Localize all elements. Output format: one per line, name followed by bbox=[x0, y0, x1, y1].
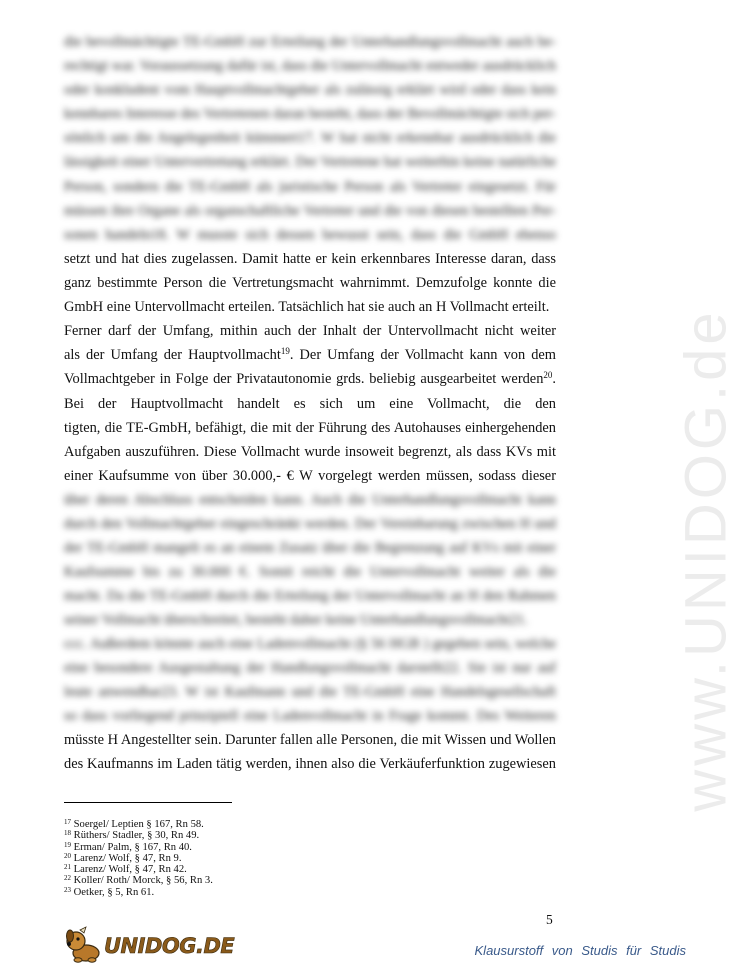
text-line: müssen ihre Organe als organschaftliche Vertreter und die von diesen bestellten Per- bbox=[64, 202, 556, 219]
text-line: rechtigt war. Voraussetzung dafür ist, dass die Untervollmacht entweder ausdrücklich bbox=[64, 58, 556, 75]
text-line: durch den Vollmachtgeber eingeschränkt werden. Der Vereinbarung zwischen H und bbox=[64, 516, 556, 533]
blurred-text-top bbox=[64, 30, 556, 247]
text-line: so dass vorliegend prinzipiell eine Ladenvollmacht in Frage kommt. Des Weiteren bbox=[64, 708, 556, 725]
text-line: tigten, die TE-GmbH, befähigt, die mit der Führung des Autohauses einhergehenden bbox=[64, 419, 556, 436]
dog-mascot-icon bbox=[64, 926, 104, 966]
body-text-end bbox=[64, 728, 556, 776]
text-fragment: Vollmachtgeber in Folge der Privatautonomie grds. beliebig ausgearbeitet werden bbox=[64, 371, 544, 388]
footnote-number: 21 bbox=[64, 863, 71, 872]
footnote-text: Soergel/ Leptien § 167, Rn 58. bbox=[73, 819, 204, 830]
text-line: der TE-GmbH mangelt es an einem Zusatz über die Begrenzung auf KVs mit einer bbox=[64, 540, 556, 557]
blurred-text-lower bbox=[64, 632, 556, 728]
body-text-main bbox=[64, 247, 556, 488]
footnotes bbox=[64, 819, 364, 898]
text-line: Person, sondern die TE-GmbH als juristische Person als Vertreter eingesetzt. Für bbox=[64, 178, 556, 195]
footnote-number: 20 bbox=[64, 851, 71, 860]
logo-text: UNIDOG.DE bbox=[104, 934, 235, 958]
text-line: Bei der Hauptvollmacht handelt es sich um eine Vollmacht, die den bbox=[64, 395, 556, 412]
footnote-ref: 19 bbox=[280, 346, 290, 357]
text-line: müsste H Angestellter sein. Darunter fallen alle Personen, die mit Wissen und Wollen bbox=[64, 732, 556, 748]
text-line: des Kaufmanns im Laden tätig werden, ihnen also die Verkäuferfunktion zugewiesen bbox=[64, 756, 556, 773]
text-line: GmbH eine Untervollmacht erteilen. Tatsächlich hat sie auch an H Vollmacht erteilt. bbox=[64, 299, 550, 316]
footnote-number: 19 bbox=[64, 840, 71, 849]
footnote-text: Rüthers/ Stadler, § 30, Rn 49. bbox=[73, 830, 200, 842]
text-line: setzt und hat dies zugelassen. Damit hatte er kein erkennbares Interesse daran, dass bbox=[64, 251, 556, 267]
text-line: eine besondere Ausgestaltung der Handlungsvollmacht darstellt22. Sie ist nur auf bbox=[64, 660, 556, 677]
tagline: Klausurstoff von Studis für Studis bbox=[474, 943, 686, 958]
footnote-number: 22 bbox=[64, 874, 71, 883]
text-line: die bevollmächtigte TE-GmbH zur Erteilung der Unterhandlungsvollmacht auch be- bbox=[64, 34, 556, 50]
text-fragment: . Der Umfang der Vollmacht kann von dem bbox=[289, 347, 556, 364]
text-line: Kaufsumme bis zu 30.000 €. Somit reicht die Untervollmacht weiter als die bbox=[64, 564, 556, 581]
footnote bbox=[64, 887, 364, 898]
text-line: seiner Vollmacht überschreitet, besteht daher keine Unterhandlungsvollmacht21. bbox=[64, 612, 528, 629]
text-line: lässigkeit einer Untervertretung erklärt. Der Vertretene hat weiterhin keine natürliche bbox=[64, 154, 556, 171]
text-line: leute anwendbar23. W ist Kaufmann und die TE-GmbH eine Handelsgesellschaft bbox=[64, 684, 556, 701]
text-line: macht. Da die TE-GmbH durch die Erteilung der Untervollmacht an H den Rahmen bbox=[64, 588, 556, 605]
footnote-number: 23 bbox=[64, 885, 71, 894]
footnote-text: Erman/ Palm, § 167, Rn 40. bbox=[73, 841, 192, 853]
text-line-with-footnote bbox=[64, 367, 556, 391]
footnote bbox=[64, 875, 364, 886]
footnote bbox=[64, 830, 364, 841]
blurred-text-middle bbox=[64, 488, 556, 633]
footnote-number: 18 bbox=[64, 829, 71, 838]
footnote-number: 17 bbox=[64, 818, 71, 826]
footnote bbox=[64, 819, 364, 830]
text-line: ganz bestimmte Person die Vertretungsmacht wahrnimmt. Demzufolge konnte die bbox=[64, 275, 556, 292]
footnote-text: Koller/ Roth/ Morck, § 56, Rn 3. bbox=[73, 875, 213, 887]
text-line: sönlich um die Angelegenheit kümmert17. W hat nicht erkennbar ausdrücklich die bbox=[64, 130, 556, 147]
footnote-divider bbox=[64, 802, 232, 803]
text-line: kennbares Interesse des Vertretenen daran besteht, dass der Bevollmächtigte sich per- bbox=[64, 106, 556, 123]
footnote-text: Larenz/ Wolf, § 47, Rn 42. bbox=[73, 864, 187, 876]
footnote bbox=[64, 842, 364, 853]
text-fragment: . bbox=[552, 371, 556, 388]
footnote-text: Larenz/ Wolf, § 47, Rn 9. bbox=[73, 852, 182, 864]
text-fragment: als der Umfang der Hauptvollmacht bbox=[64, 347, 281, 364]
text-line: Aufgaben auszuführen. Diese Vollmacht wurde insoweit begrenzt, als dass KVs mit bbox=[64, 443, 556, 460]
text-line-with-footnote bbox=[64, 343, 556, 367]
text-line: sonen handeln18. W musste sich dessen bewusst sein, dass die GmbH ebenso bbox=[64, 226, 556, 243]
text-line: über deren Abschluss entscheiden kann. Auch die Unterhandlungsvollmacht kann bbox=[64, 492, 556, 508]
text-line: Ferner darf der Umfang, mithin auch der Inhalt der Untervollmacht nicht weiter bbox=[64, 323, 556, 340]
unidog-logo bbox=[64, 926, 235, 966]
footnote bbox=[64, 864, 364, 875]
text-line: einer Kaufsumme von über 30.000,- € W vorgelegt werden müssen, sodass dieser bbox=[64, 467, 556, 484]
text-line: oder konkludent vom Hauptvollmachtgeber als zulässig erklärt wird oder dass kein bbox=[64, 82, 556, 99]
page-number: 5 bbox=[546, 912, 553, 927]
footnote-ref: 20 bbox=[543, 370, 553, 381]
footnote bbox=[64, 853, 364, 864]
watermark: www.UNIDOG.de bbox=[673, 308, 739, 812]
text-line: ccc. Außerdem könnte auch eine Ladenvollmacht (§ 56 HGB ) gegeben sein, welche bbox=[64, 636, 556, 652]
footnote-text: Oetker, § 5, Rn 61. bbox=[73, 886, 155, 898]
